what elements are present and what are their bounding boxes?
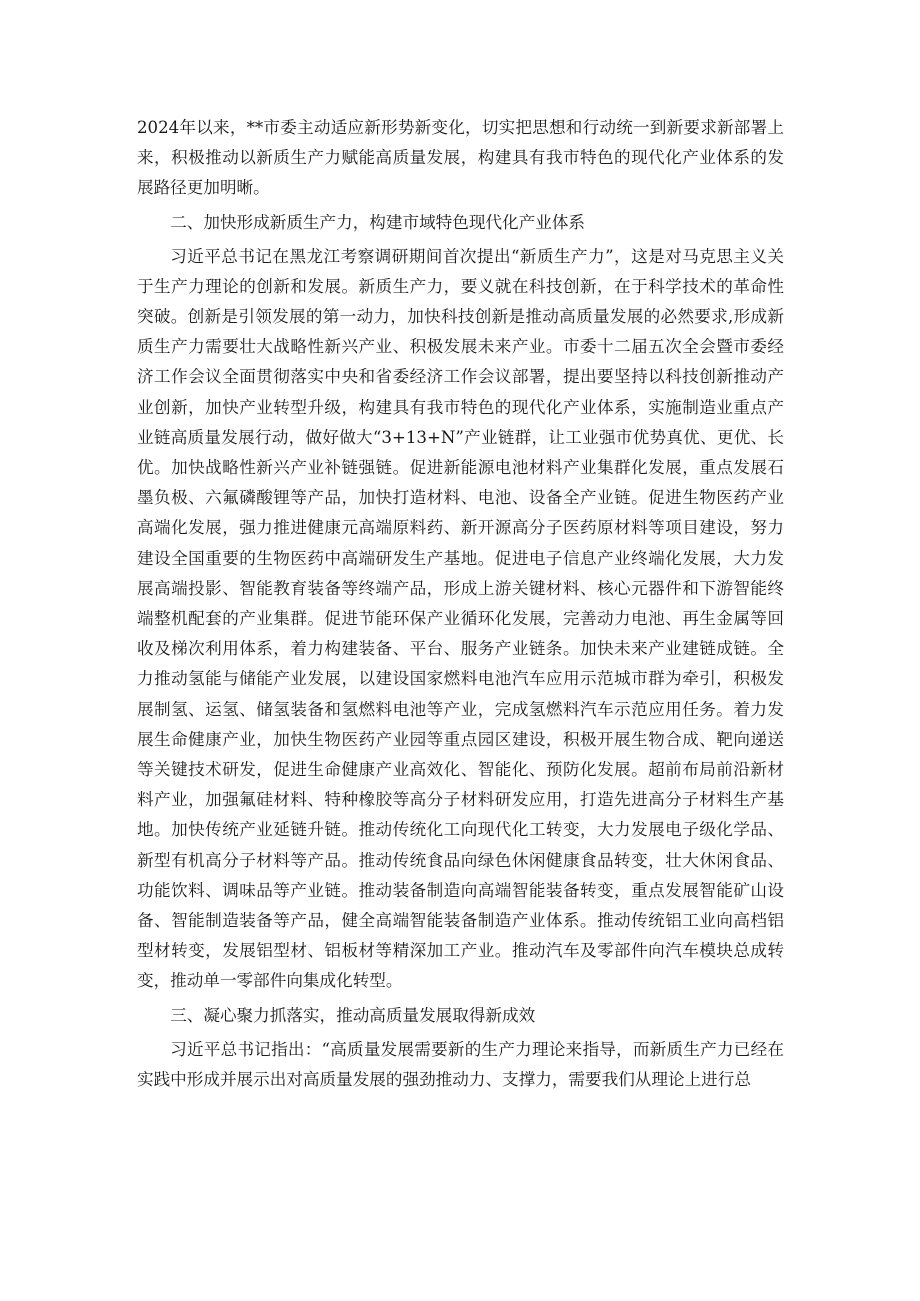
paragraph-implementation: 习近平总书记指出：“高质量发展需要新的生产力理论来指导，而新质生产力已经在实践中形成并展示出对高质量发展的强劲推动力、支撑力，需要我们从理论上进行总 — [137, 1039, 784, 1089]
document-page — [137, 113, 784, 1095]
paragraph-intro: 2024年以来，**市委主动适应新形势新变化，切实把思想和行动统一到新要求新部署上来，积极推动以新质生产力赋能高质量发展，构建具有我市特色的现代化产业体系的发展路径更加明晰。 — [137, 118, 784, 198]
paragraph-new-productivity: 习近平总书记在黑龙江考察调研期间首次提出“新质生产力”，这是对马克思主义关于生产力理论的创新和发展。新质生产力，要义就在科技创新，在于科学技术的革命性突破。创新是引领发展的第一动力，加快科技创新是推动高质量发展的必然要求,形成新质生产力需要壮大战略性新兴产业、积极发展未来产业。市委十二届五次全会暨市委经济工作会议全面贯彻落实中央和省委经济工作会议部署，提出要坚持以科技创新推动产业创新，加快产业转型升级，构建具有我市特色的现代化产业体系，实施制造业重点产业链高质量发展行动，做好做大“3+13+N”产业链群，让工业强市优势真优、更优、长优。加快战略性新兴产业补链强链。促进新能源电池材料产业集群化发展，重点发展石墨负极、六氟磷酸锂等产品，加快打造材料、电池、设备全产业链。促进生物医药产业高端化发展，强力推进健康元高端原料药、新开源高分子医药原材料等项目建设，努力建设全国重要的生物医药中高端研发生产基地。促进电子信息产业终端化发展，大力发展高端投影、智能教育装备等终端产品，形成上游关键材料、核心元器件和下游智能终端整机配套的产业集群。促进节能环保产业循环化发展，完善动力电池、再生金属等回收及梯次利用体系，着力构建装备、平台、服务产业链条。加快未来产业建链成链。全力推动氢能与储能产业发展，以建设国家燃料电池汽车应用示范城市群为牵引，积极发展制氢、运氢、储氢装备和氢燃料电池等产业，完成氢燃料汽车示范应用任务。着力发展生命健康产业，加快生物医药产业园等重点园区建设，积极开展生物合成、靶向递送等关键技术研发，促进生命健康产业高效化、智能化、预防化发展。超前布局前沿新材料产业，加强氟硅材料、特种橡胶等高分子材料研发应用，打造先进高分子材料生产基地。加快传统产业延链升链。推动传统化工向现代化工转变，大力发展电子级化学品、新型有机高分子材料等产品。推动传统食品向绿色休闲健康食品转变，壮大休闲食品、功能饮料、调味品等产业链。推动装备制造向高端智能装备转变，重点发展智能矿山设备、智能制造装备等产品，健全高端智能装备制造产业体系。推动传统铝工业向高档铝型材转变，发展铝型材、铝板材等精深加工产业。推动汽车及零部件向汽车模块总成转变，推动单一零部件向集成化转型。 — [137, 246, 784, 991]
section-heading-three: 三、凝心聚力抓落实，推动高质量发展取得新成效 — [170, 1005, 536, 1025]
section-heading-two: 二、加快形成新质生产力，构建市域特色现代化产业体系 — [170, 212, 586, 232]
